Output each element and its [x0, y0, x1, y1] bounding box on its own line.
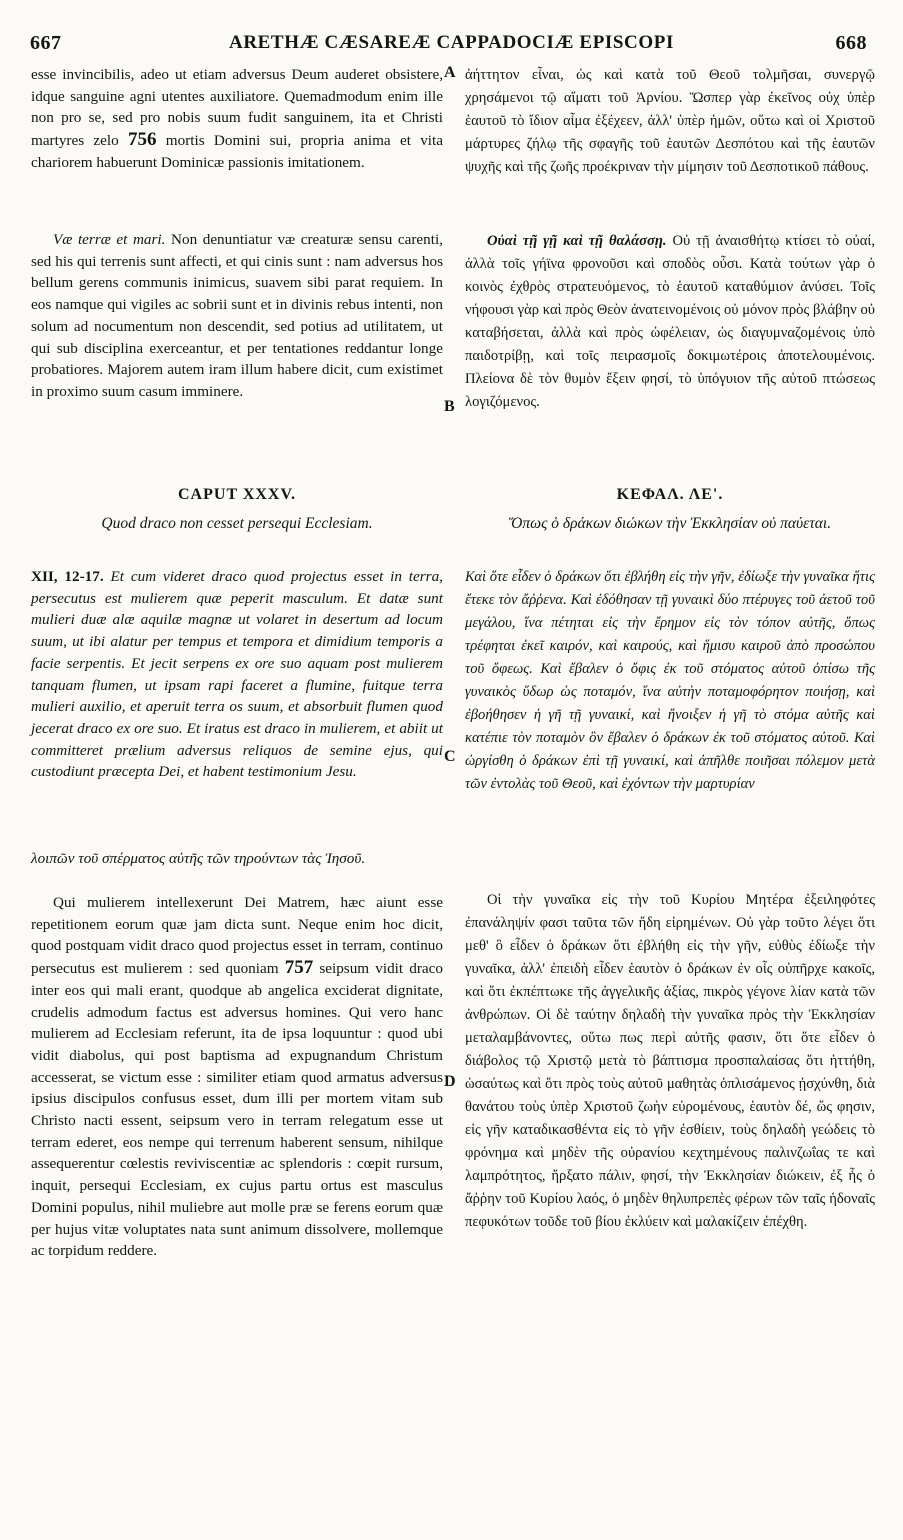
- greek-p1-text: ἀήττητον εἶναι, ὡς καὶ κατὰ τοῦ Θεοῦ τολμῆσαι, συνεργῷ χρησάμενοι τῷ αἵματι τοῦ Ἀρνίου. Ὥσπερ γὰρ ἐκεῖνος οὐχ ὑπὲρ ἑαυτοῦ τὸ ἴδιον αἷμα ἐξέχεεν, ἀλλ' ὑπὲρ ἡμῶν, οὕτω καὶ οἱ Χριστοῦ μάρτυρες ζήλῳ τῆς σφαγῆς τοῦ ἑαυτῶν Δεσπότου καὶ τῆς ἑαυτῶν ψυχῆς καὶ τῆς ζωῆς προέκριναν τὴν μίμησιν τοῦ Δεσποτικοῦ πάθους.: [465, 67, 875, 175]
- running-title: ARETHÆ CÆSAREÆ CAPPADOCIÆ EPISCOPI: [229, 32, 674, 53]
- column-number-756: 756: [128, 129, 157, 151]
- margin-marker-a: A: [444, 64, 456, 81]
- latin-paragraph-1: [31, 64, 443, 174]
- latin-paragraph-3: [31, 892, 443, 1262]
- latin-lemma: Væ terræ et mari.: [53, 231, 166, 248]
- caput-title: CAPUT XXXV.: [178, 486, 296, 503]
- latin-p1-text: esse invincibilis, adeo ut etiam adversus Deum auderet obsistere, idque sanguine agni utentes auxiliatore. Quemadmodum enim ille non pro se, sed pro nobis suum fudit sanguinem, ita et Christi martyres zelo: [31, 66, 443, 150]
- greek-scripture: [465, 566, 875, 796]
- latin-caput-subtitle-wrap: [31, 513, 443, 535]
- column-number-757: 757: [284, 957, 314, 979]
- latin-p3-text-cont: seipsum vidit draco inter eos qui mali erant, quodque ab angelica exciderat dignitate, crudelis admodum factus est adversus homines. Qui vero hanc mulierem ad Ecclesiam referunt, ita de ipsa loquuntur : quod ubi vidit diabolus, qui post baptisma ad expugnandum Christum accesserat, se victum esse : similiter etiam quod armatus adversus ipsius discipulos confusus esset, dum illi per mortem vitam sub Christo nacti essent, seipsum vero in terram relegatum esse ut terram ederet, eos nempe qui terrenum haberent sensum, nihilque assequerentur cœlestis reviviscentiæ ac splendoris : cœpit rursum, inquit, persequi Ecclesiam, ex cujus partu ortus est masculus Domini populus, nihil muliebre aut molle præ se ferens eorum quæ per hujus vitæ voluptates nata sunt animum dissolvere, mollemque ac torpidum reddere.: [31, 960, 443, 1260]
- latin-p2-text: Non denuntiatur væ creaturæ sensu carenti, sed his qui terrenis sunt affecti, et qui cinis sunt : nam adversus hos bellum gerens communis inimicus, suavem sibi parat requiem. In eos namque qui vigiles ac sobrii sunt et in divinis rebus intenti, non solum ad nocumentum non descendit, sed potius ad utilitatem, ut qui sub disciplina exerceantur, et per tentationes reddantur longe probatiores. Majorem autem iram illum habere dicit, cum existimet in proximo suum casum imminere.: [31, 231, 443, 400]
- page-header: [0, 32, 903, 58]
- greek-paragraph-3: [465, 889, 875, 1234]
- greek-paragraph-2: [465, 230, 875, 414]
- margin-marker-b: B: [444, 398, 455, 415]
- greek-scripture-text: Καὶ ὅτε εἶδεν ὁ δράκων ὅτι ἐβλήθη εἰς τὴν γῆν, ἐδίωξε τὴν γυναῖκα ἥτις ἔτεκε τὸν ἄῤῥενα. Καὶ ἐδόθησαν τῇ γυναικὶ δύο πτέρυγες τοῦ ἀετοῦ τοῦ μεγάλου, ἵνα πέτηται εἰς τὴν ἔρημον εἰς τὸν τόπον αὐτῆς, ὅπως τρέφηται ἐκεῖ καιρόν, καὶ καιρούς, καὶ ἥμισυ καιροῦ ἀπὸ προσώπου τοῦ ὄφεως. Καὶ ἔβαλεν ὁ ὄφις ἐκ τοῦ στόματος αὐτοῦ ὀπίσω τῆς γυναικὸς ὕδωρ ὡς ποταμόν, ἵνα αὐτὴν ποταμοφόρητον ποιήσῃ, καὶ ἐβοήθησεν ἡ γῆ τῇ γυναικί, καὶ ἤνοιξεν ἡ γῆ τὸ στόμα αὐτῆς καὶ κατέπιε τὸν ποταμὸν ὃν ἔβαλεν ὁ δράκων ἐκ τοῦ στόματος αὐτοῦ. Καὶ ὠργίσθη ὁ δράκων ἐπὶ τῇ γυναικί, καὶ ἀπῆλθε ποιῆσαι πόλεμον μετὰ τῶν ἐντολὰς τοῦ Θεοῦ, καὶ ἐχόντων τὴν μαρτυρίαν: [465, 569, 875, 792]
- margin-marker-c: C: [444, 748, 456, 765]
- latin-paragraph-2: [31, 229, 443, 403]
- latin-scripture: [31, 566, 443, 783]
- greek-caput-subtitle: Ὅπως ὁ δράκων διώκων τὴν Ἐκκλησίαν οὐ παύεται.: [508, 515, 832, 532]
- greek-p3-text: Οἱ τὴν γυναῖκα εἰς τὴν τοῦ Κυρίου Μητέρα ἐξειληφότες ἐπανάληψίν φασι ταῦτα τῶν ἤδη εἰρημένων. Οὐ γὰρ τοῦτο λέγει ὅτι μεθ' ὃ εἶδεν ὁ δράκων ὅτι ἐβλήθη εἰς τὴν γῆν, εὐθὺς ἐδίωξε τὴν γυναῖκα, ἀλλ' ἐπειδὴ εἶδεν ἑαυτὸν ὁ δράκων ἐν οἷς οὐπῆρχε κακοῖς, καὶ ὅτι ἐκπέπτωκε τῆς ἀγγελικῆς ἀξίας, πικρὸς γέγονε λίαν κατὰ τῶν ἀνθρώπων. Οἱ δὲ ταύτην δηλαδὴ τὴν γυναῖκα πρὸς τὴν Ἐκκλησίαν μεταλαμβάνοντες, οὕτω πως περὶ αὐτῆς φασιν, ὅτι ὅτε εἶδεν ὁ διάβολος τῷ Χριστῷ μετὰ τὸ βάπτισμα προσπαλαίσας ὅτι ἡττήθη, ὡσαύτως καὶ ὅτι πρὸς τοὺς αὐτοῦ μαθητὰς ὁπλισάμενος ᾐσχύνθη, διὰ θανάτου τοὺς ὑπὲρ Χριστοῦ ζωὴν εὑρομένους, ἑαυτὸν δέ, ὥς φησιν, εἰς γῆν καταδικασθέντα εἰς τὸ γῆν ἐσθίειν, τοὺς δηλαδὴ γεώδεις τὸ φρόνημα καὶ μηδὲν τῆς οὐρανίου κεχτημένους παλινζωΐας τε καὶ λαμπρότητος, ἤρξατο πάλιν, φησί, τὴν Ἐκκλησίαν διώκειν, ἐξ ἧς ὁ ἄῤῥην τοῦ Κυρίου λαός, ὁ μηδὲν θηλυπρεπὲς φέρων τῶν ταῖς ἡδοναῖς πεφυκότων τοῦδε τοῦ βίου ἐκλύειν καὶ μαλακίζειν ἐπέχθη.: [465, 892, 875, 1230]
- greek-lemma: Οὐαὶ τῇ γῇ καὶ τῇ θαλάσσῃ.: [487, 233, 667, 249]
- greek-caput-heading: [465, 484, 875, 506]
- latin-scripture-text: Et cum videret draco quod projectus esset in terra, persecutus est mulierem quæ peperit masculum. Et datæ sunt mulieri duæ alæ aquilæ magnæ ut volaret in desertum ad locum suum, ut ibi alatur per tempus et tempora et dimidium temporis a facie serpentis. Et jecit serpens ex ore suo aquam post mulierem tanquam flumen, ut ipsam rapi faceret a flumine, fuitque terra mulieri auxilio, et aperuit terra os suum, et absorbuit flumen quod jecerat draco ex ore suo. Et iratus est draco in mulierem, et abiit ut committeret prælium adversus reliquos de semine ejus, qui custodiunt præcepta Dei, et habent testimonium Jesu.: [31, 568, 443, 781]
- caput-subtitle: Quod draco non cesset persequi Ecclesiam.: [101, 515, 373, 532]
- latin-greek-tail: [31, 848, 443, 870]
- greek-caput-title: ΚΕΦΑΛ. ΛΕ'.: [616, 486, 724, 503]
- page-number-right: 668: [835, 32, 867, 54]
- latin-p3-text: Qui mulierem intellexerunt Dei Matrem, hæc aiunt esse repetitionem eorum quæ jam dicta sunt. Neque enim hoc dicit, quod postquam vidit draco quod projectus esset in terram, continuo persecutus est mulierem : sed quoniam: [31, 894, 443, 978]
- greek-caput-subtitle-wrap: [465, 513, 875, 535]
- greek-p2-text: Οὐ τῇ ἀναισθήτῳ κτίσει τὸ οὐαί, ἀλλὰ τοῖς γήϊνα φρονοῦσι καὶ σποδὸς οὖσι. Κατὰ τούτων γὰρ ὁ κοινὸς ἐχθρὸς στρατευόμενος, τὸ ἑαυτοῦ καταθύμιον ἀνύσει. Τοῖς νήφουσι γὰρ καὶ πρὸς Θεὸν ἀνατεινομένοις οὐ μόνον πρὸς βλάβην οὐ καταβήσεται, ἀλλὰ καὶ πρὸς ὠφέλειαν, ὡς διαγυμναζομένοις ὑπὸ παιδοτρίβῃ, καὶ τοῖς πειρασμοῖς δοκιμωτέροις ἀποτελουμένοις. Πλείονα δὲ τὸν θυμὸν ἔξειν φησί, τὸ ὑπόγυιον τῆς αὐτοῦ πτώσεως λογιζόμενος.: [465, 233, 875, 410]
- greek-paragraph-1: [465, 64, 875, 179]
- margin-marker-d: D: [444, 1073, 456, 1090]
- latin-caput-heading: [31, 484, 443, 506]
- greek-carryover-text: λοιπῶν τοῦ σπέρματος αὐτῆς τῶν τηρούντων τὰς Ἰησοῦ.: [31, 850, 366, 867]
- page-number-left: 667: [30, 32, 62, 54]
- latin-p1-text-cont: mortis Domini sui, propria anima et vita chariorem habuerunt Dominicæ passionis imitationem.: [31, 132, 443, 171]
- verse-reference: XII, 12-17.: [31, 568, 104, 585]
